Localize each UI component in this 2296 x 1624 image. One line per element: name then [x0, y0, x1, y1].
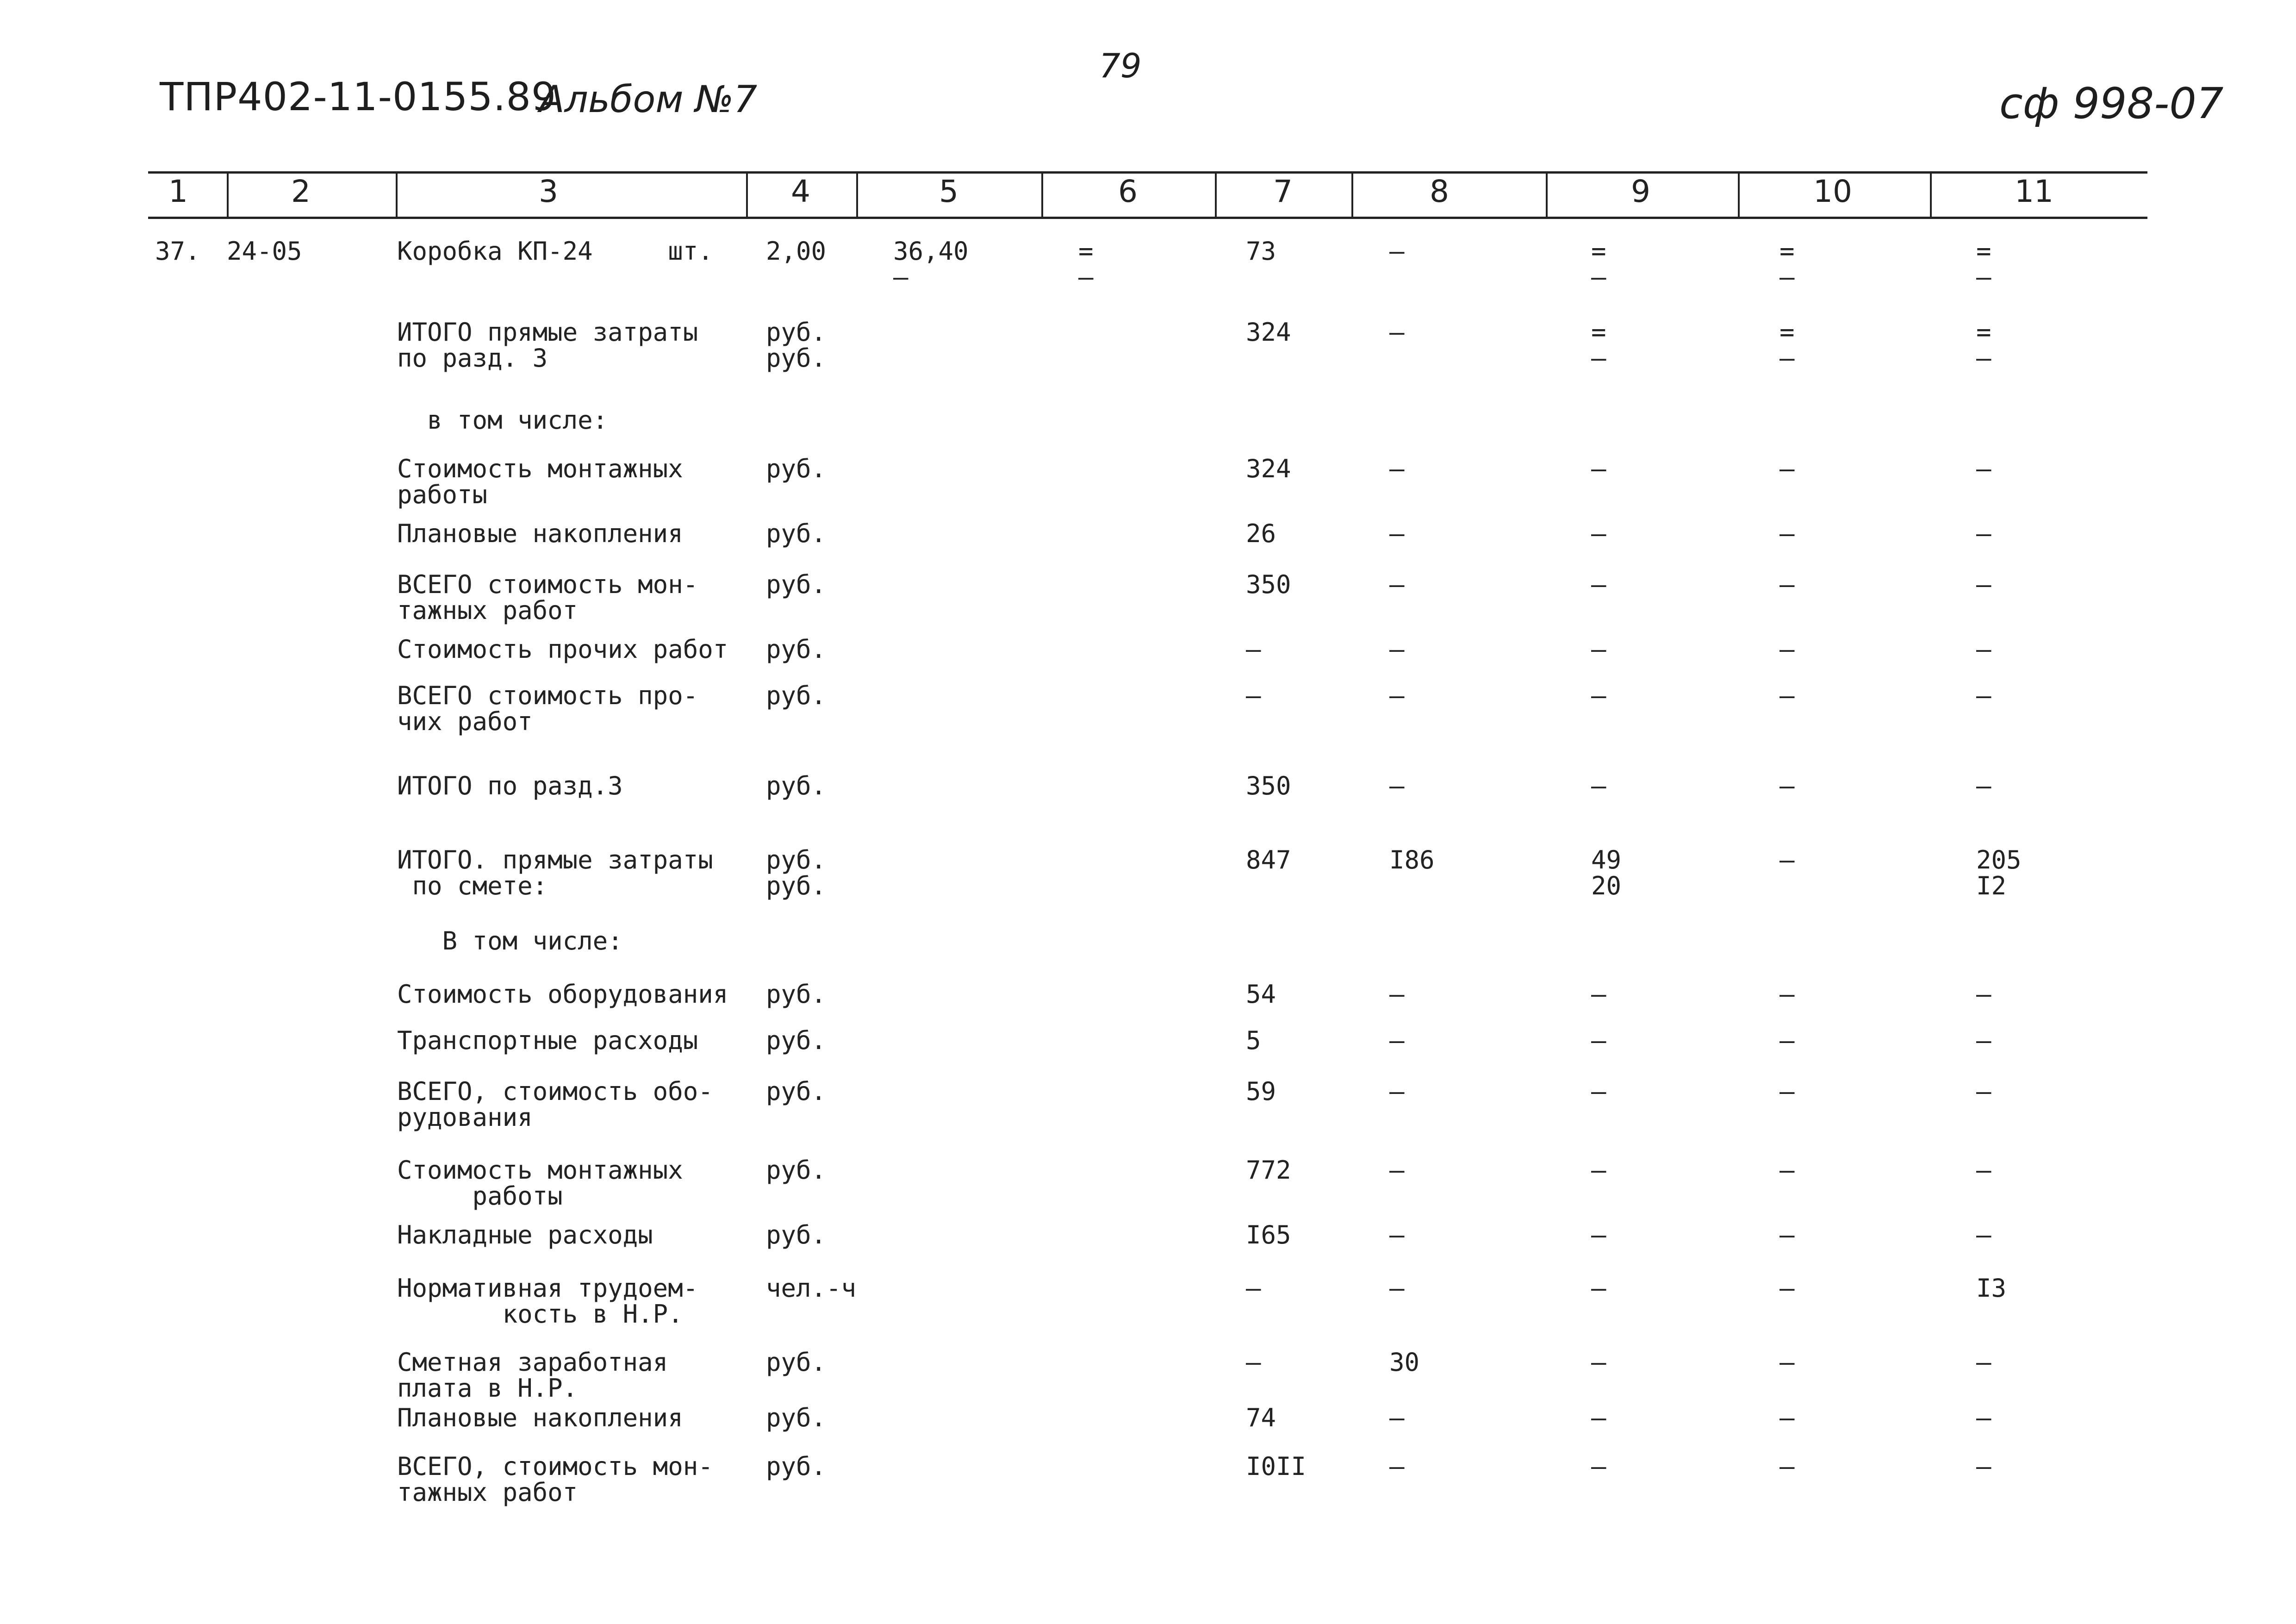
cell-c9: –	[1591, 1156, 1606, 1185]
album-label: Альбом №7	[539, 78, 758, 121]
cell-c8: –	[1389, 1403, 1405, 1432]
cell-c7: 847	[1246, 845, 1291, 874]
cell-c10: –	[1780, 1026, 1795, 1055]
column-number: 9	[1631, 174, 1650, 209]
cell-c8: –	[1389, 519, 1405, 548]
cell-name: Стоимость оборудования	[397, 980, 728, 1009]
column-number: 11	[2015, 174, 2053, 209]
cell-c10: –	[1780, 1220, 1795, 1249]
cell-c10: –	[1780, 570, 1795, 599]
cell-unit: руб.	[766, 1403, 827, 1432]
cell-unit: руб.	[766, 980, 827, 1009]
cell-unit: руб.	[766, 1026, 827, 1055]
cell-num: 37.	[155, 237, 200, 266]
cell-c9: –	[1591, 1274, 1606, 1303]
cell-unit: руб.	[766, 1452, 827, 1481]
cell-name: Плановые накопления	[397, 519, 683, 548]
cell-code: 24-05	[227, 237, 302, 266]
cell-c10: –	[1780, 1452, 1795, 1481]
column-number: 4	[791, 174, 810, 209]
sheet-code: сф 998-07	[1999, 79, 2224, 128]
cell-c11: –	[1976, 519, 1991, 548]
cell-name: ВСЕГО стоимость мон- тажных работ	[397, 570, 698, 625]
cell-c11: –	[1976, 681, 1991, 710]
cell-name: ВСЕГО, стоимость мон- тажных работ	[397, 1452, 713, 1507]
cell-c10: –	[1780, 1156, 1795, 1185]
cell-c11: –	[1976, 1348, 1991, 1377]
cell-c7: I0II	[1246, 1452, 1307, 1481]
cell-unit: руб.	[766, 1077, 827, 1106]
cell-c7: 73	[1246, 237, 1276, 266]
cell-c7: 350	[1246, 570, 1291, 599]
cell-unit: руб.	[766, 1220, 827, 1249]
cell-name: Коробка КП-24 шт.	[397, 237, 713, 266]
cell-name: Нормативная трудоем- кость в Н.Р.	[397, 1274, 698, 1329]
cell-name: Сметная заработная плата в Н.Р.	[397, 1348, 668, 1403]
cell-name: в том числе:	[397, 406, 608, 435]
cell-c7: 5	[1246, 1026, 1261, 1055]
cell-c11: –	[1976, 1156, 1991, 1185]
cell-c8: –	[1389, 318, 1405, 347]
column-number: 10	[1813, 174, 1852, 209]
cell-c10: –	[1780, 771, 1795, 800]
cell-unit: чел.-ч	[766, 1274, 857, 1303]
cell-c9: –	[1591, 454, 1606, 483]
cell-unit: руб.	[766, 1348, 827, 1377]
cell-c7: 74	[1246, 1403, 1276, 1432]
cell-c11: –	[1976, 980, 1991, 1009]
cell-c6: = —	[1078, 237, 1094, 292]
cell-name: Стоимость прочих работ	[397, 635, 728, 664]
cell-c11: 205 I2	[1976, 845, 2022, 900]
cell-name: В том числе:	[397, 926, 623, 956]
cell-c9: –	[1591, 1348, 1606, 1377]
cell-unit: руб.	[766, 681, 827, 710]
cell-c11: –	[1976, 1452, 1991, 1481]
cell-name: ВСЕГО стоимость про- чих работ	[397, 681, 698, 736]
cell-c11: –	[1976, 570, 1991, 599]
cell-c8: –	[1389, 237, 1405, 266]
cell-c5: 36,40 —	[893, 237, 969, 292]
cell-c8: –	[1389, 771, 1405, 800]
cell-c10: –	[1780, 681, 1795, 710]
cell-c8: –	[1389, 1156, 1405, 1185]
cell-c8: –	[1389, 570, 1405, 599]
cell-name: Плановые накопления	[397, 1403, 683, 1432]
cell-c10: –	[1780, 1403, 1795, 1432]
cell-c9: = —	[1591, 237, 1606, 292]
cell-c10: –	[1780, 980, 1795, 1009]
cell-name: Накладные расходы	[397, 1220, 653, 1249]
cell-c11: –	[1976, 1403, 1991, 1432]
cell-c7: 350	[1246, 771, 1291, 800]
cell-c9: = —	[1591, 318, 1606, 373]
cell-c9: –	[1591, 1026, 1606, 1055]
cell-c10: –	[1780, 1077, 1795, 1106]
cell-c11: –	[1976, 1220, 1991, 1249]
cell-c8: I86	[1389, 845, 1435, 874]
cell-name: ИТОГО. прямые затраты по смете:	[397, 845, 713, 900]
cell-c8: –	[1389, 454, 1405, 483]
cell-c11: = —	[1976, 237, 1991, 292]
cell-c8: –	[1389, 1026, 1405, 1055]
cell-c7: –	[1246, 1274, 1261, 1303]
cell-name: Стоимость монтажных работы	[397, 454, 683, 509]
cell-c10: = —	[1780, 237, 1795, 292]
cell-unit: руб.	[766, 635, 827, 664]
cell-c11: = —	[1976, 318, 1991, 373]
cell-c9: –	[1591, 635, 1606, 664]
column-number: 2	[291, 174, 311, 209]
cell-c7: 26	[1246, 519, 1276, 548]
cell-unit: руб.	[766, 454, 827, 483]
cell-unit: руб. руб.	[766, 845, 827, 900]
cell-c10: –	[1780, 454, 1795, 483]
cell-c10: –	[1780, 845, 1795, 874]
cell-unit: руб. руб.	[766, 318, 827, 373]
column-number: 7	[1273, 174, 1293, 209]
cell-unit: руб.	[766, 771, 827, 800]
cell-unit: руб.	[766, 519, 827, 548]
cell-c10: = —	[1780, 318, 1795, 373]
cell-c7: –	[1246, 1348, 1261, 1377]
cell-c10: –	[1780, 519, 1795, 548]
cell-c10: –	[1780, 635, 1795, 664]
cell-c11: –	[1976, 635, 1991, 664]
page-number: 79	[1099, 46, 1142, 85]
cell-name: ВСЕГО, стоимость обо- рудования	[397, 1077, 713, 1132]
column-number: 6	[1118, 174, 1138, 209]
cell-c9: –	[1591, 519, 1606, 548]
cell-c9: –	[1591, 1220, 1606, 1249]
cell-c10: –	[1780, 1348, 1795, 1377]
cell-c8: –	[1389, 681, 1405, 710]
cell-c7: 59	[1246, 1077, 1276, 1106]
cell-unit: 2,00	[766, 237, 827, 266]
cell-c7: 54	[1246, 980, 1276, 1009]
cell-c11: –	[1976, 454, 1991, 483]
column-number: 3	[539, 174, 558, 209]
cell-c7: –	[1246, 681, 1261, 710]
cell-c9: –	[1591, 771, 1606, 800]
cell-name: Стоимость монтажных работы	[397, 1156, 683, 1211]
cell-c9: –	[1591, 1077, 1606, 1106]
document-code: ТПР402-11-0155.89	[160, 74, 557, 119]
cell-c7: 324	[1246, 454, 1291, 483]
cell-c8: –	[1389, 635, 1405, 664]
cell-c8: –	[1389, 1452, 1405, 1481]
cell-c9: 49 20	[1591, 845, 1622, 900]
cell-c11: –	[1976, 1026, 1991, 1055]
cell-c11: I3	[1976, 1274, 2007, 1303]
cell-c7: 324	[1246, 318, 1291, 347]
cell-c10: –	[1780, 1274, 1795, 1303]
cell-c8: 30	[1389, 1348, 1420, 1377]
cell-c9: –	[1591, 570, 1606, 599]
cell-c8: –	[1389, 1274, 1405, 1303]
cell-name: ИТОГО прямые затраты по разд. 3	[397, 318, 698, 373]
cell-c7: –	[1246, 635, 1261, 664]
cell-c11: –	[1976, 771, 1991, 800]
cell-unit: руб.	[766, 570, 827, 599]
cell-c9: –	[1591, 1452, 1606, 1481]
cell-c7: 772	[1246, 1156, 1291, 1185]
cell-c8: –	[1389, 980, 1405, 1009]
cell-c7: I65	[1246, 1220, 1291, 1249]
column-number: 5	[939, 174, 958, 209]
column-number: 1	[168, 174, 188, 209]
column-number: 8	[1430, 174, 1449, 209]
cell-name: Транспортные расходы	[397, 1026, 698, 1055]
cell-c9: –	[1591, 1403, 1606, 1432]
cell-c8: –	[1389, 1220, 1405, 1249]
cell-c8: –	[1389, 1077, 1405, 1106]
cell-c9: –	[1591, 980, 1606, 1009]
cell-c9: –	[1591, 681, 1606, 710]
cell-name: ИТОГО по разд.3	[397, 771, 623, 800]
cell-c11: –	[1976, 1077, 1991, 1106]
cell-unit: руб.	[766, 1156, 827, 1185]
